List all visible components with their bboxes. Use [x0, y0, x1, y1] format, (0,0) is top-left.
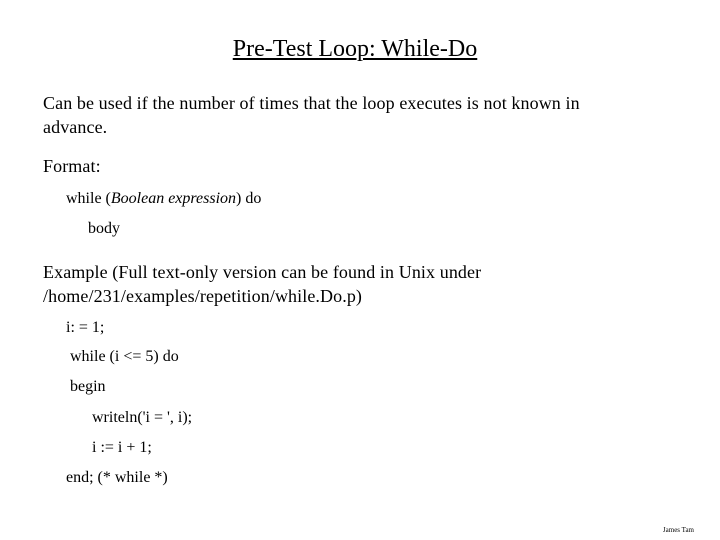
format-label: Format:: [43, 156, 101, 176]
code-line-3: begin: [70, 378, 106, 395]
format-while-line: [66, 189, 261, 209]
slide-title: Pre-Test Loop: While-Do: [232, 36, 478, 62]
format-boolean-expression: Boolean expression: [110, 190, 237, 207]
code-line-2: while (i <= 5) do: [70, 348, 179, 365]
example-paragraph: [43, 260, 663, 308]
code-line-5: i := i + 1;: [92, 439, 152, 456]
example-line-1: Example (Full text-only version can be found in Unix under: [43, 262, 482, 282]
intro-line-2: advance.: [43, 117, 108, 137]
format-body: body: [88, 220, 120, 237]
intro-line-1: Can be used if the number of times that the loop executes is not known in: [43, 93, 580, 113]
author-footer: James Tam: [662, 526, 694, 534]
intro-paragraph: [43, 91, 663, 139]
format-while-suffix: ) do: [236, 190, 262, 207]
example-line-2: /home/231/examples/repetition/while.Do.p): [43, 286, 363, 306]
code-line-4: writeln('i = ', i);: [92, 409, 193, 426]
code-line-1: i: = 1;: [66, 319, 105, 336]
code-line-6: end; (* while *): [66, 469, 168, 486]
format-while-prefix: while (: [66, 190, 111, 207]
